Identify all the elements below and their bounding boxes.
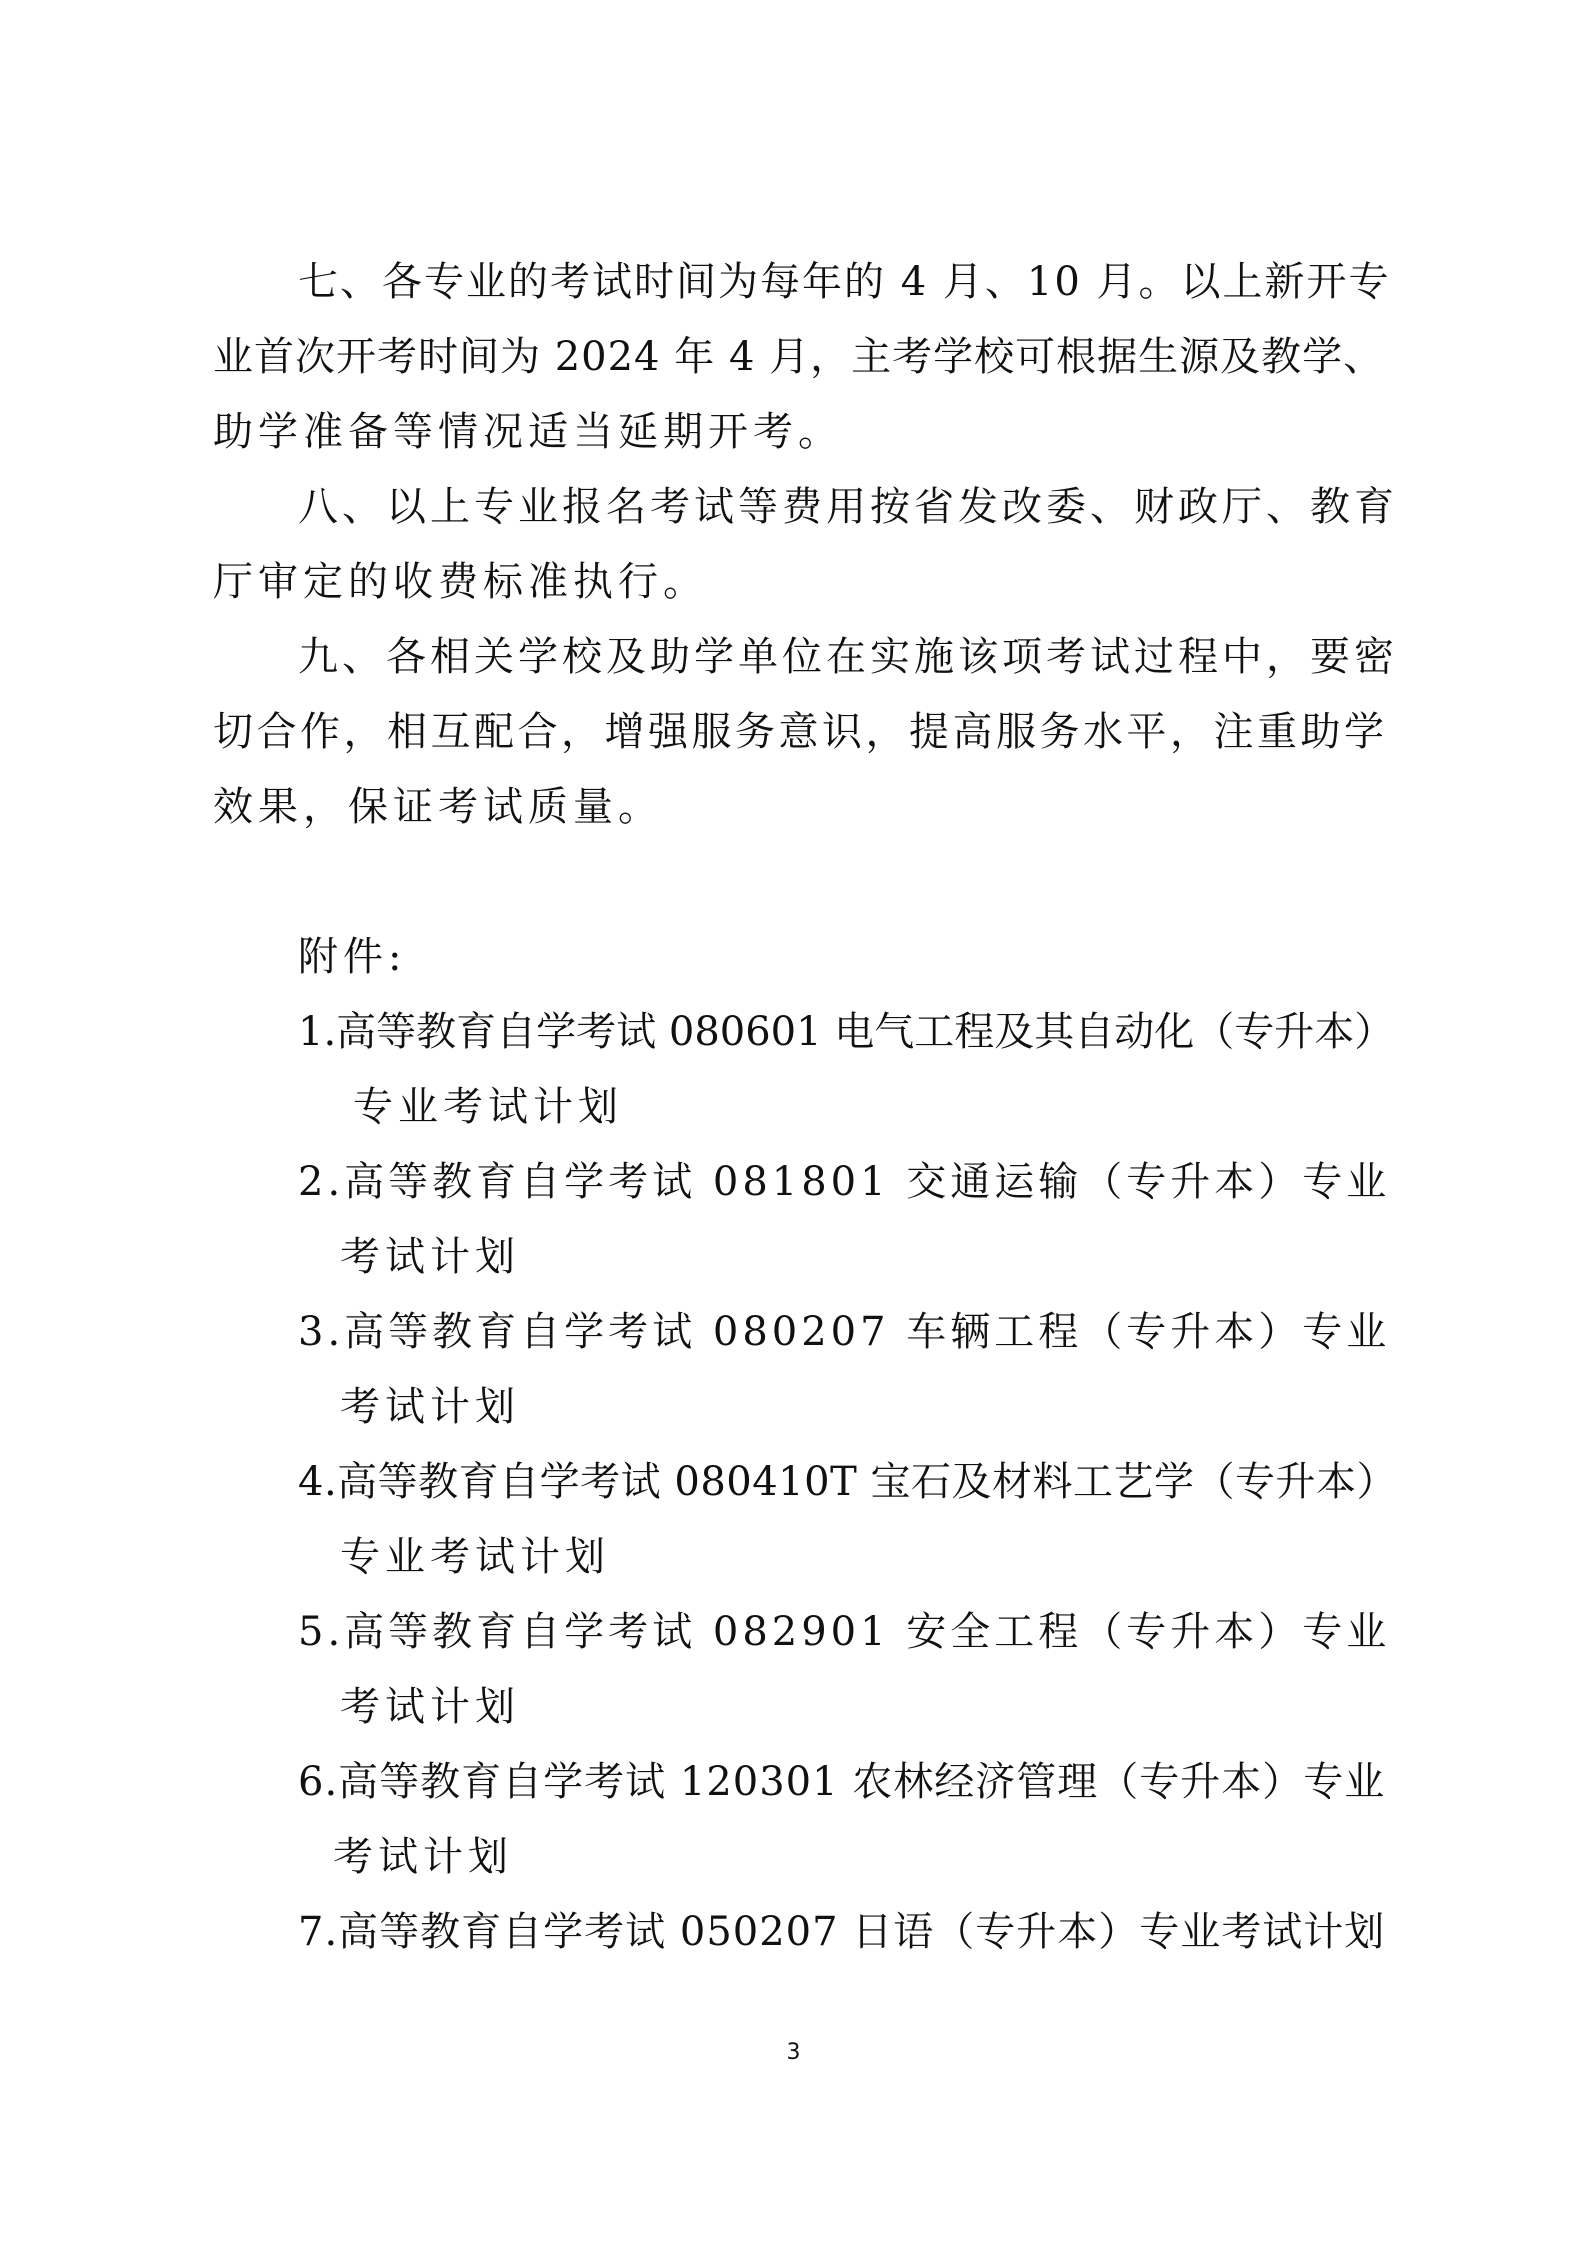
paragraph-8-line-2: 厅审定的收费标准执行。: [213, 559, 708, 605]
attachment-item-4-continuation: 专业考试计划: [340, 1534, 610, 1580]
paragraph-7-line-2: 业首次开考时间为 2024 年 4 月，主考学校可根据生源及教学、: [213, 334, 1385, 380]
attachment-item-1-continuation: 专业考试计划: [353, 1084, 623, 1130]
attachment-item-1: 1.高等教育自学考试 080601 电气工程及其自动化（专升本）: [298, 1009, 1395, 1055]
attachment-item-3: 3.高等教育自学考试 080207 车辆工程（专升本）专业: [298, 1309, 1391, 1355]
paragraph-7-line-3: 助学准备等情况适当延期开考。: [213, 409, 843, 455]
attachment-item-4: 4.高等教育自学考试 080410T 宝石及材料工艺学（专升本）: [298, 1459, 1397, 1505]
attachment-item-5-continuation: 考试计划: [340, 1684, 520, 1730]
attachment-item-5: 5.高等教育自学考试 082901 安全工程（专升本）专业: [298, 1609, 1391, 1655]
attachment-item-6: 6.高等教育自学考试 120301 农林经济管理（专升本）专业: [298, 1759, 1386, 1805]
paragraph-8-line-1: 八、以上专业报名考试等费用按省发改委、财政厅、教育: [298, 484, 1398, 530]
attachment-item-2-continuation: 考试计划: [340, 1234, 520, 1280]
attachment-item-7: 7.高等教育自学考试 050207 日语（专升本）专业考试计划: [298, 1909, 1386, 1955]
paragraph-9-line-1: 九、各相关学校及助学单位在实施该项考试过程中，要密: [298, 634, 1398, 680]
page-number: 3: [786, 2040, 801, 2065]
paragraph-9-line-3: 效果，保证考试质量。: [213, 784, 663, 830]
attachments-heading: 附件:: [298, 934, 407, 980]
attachment-item-3-continuation: 考试计划: [340, 1384, 520, 1430]
attachment-item-6-continuation: 考试计划: [333, 1834, 513, 1880]
attachment-item-2: 2.高等教育自学考试 081801 交通运输（专升本）专业: [298, 1159, 1391, 1205]
paragraph-9-line-2: 切合作，相互配合，增强服务意识，提高服务水平，注重助学: [213, 709, 1388, 755]
paragraph-7-line-1: 七、各专业的考试时间为每年的 4 月、10 月。以上新开专: [298, 259, 1391, 305]
